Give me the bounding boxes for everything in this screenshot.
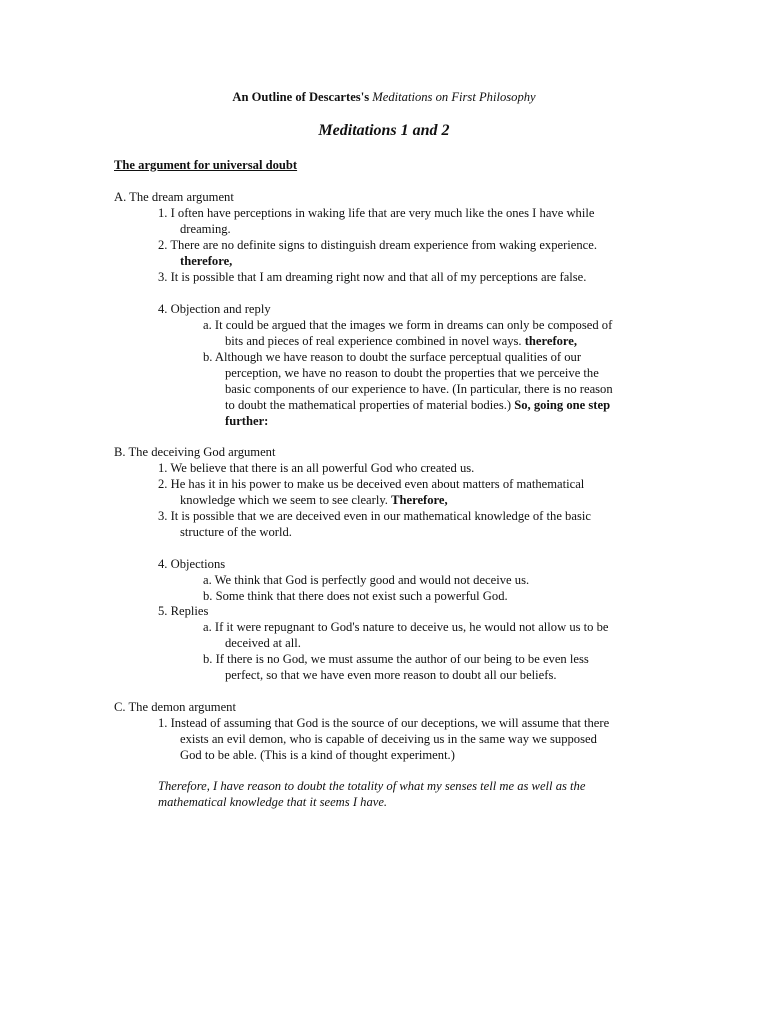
outline-line [158,557,225,573]
outline-line [180,254,232,270]
line-text: therefore, [180,254,233,268]
outline-line [203,573,529,589]
outline-line [180,525,292,541]
outline-line [158,270,586,286]
line-text: further: [225,414,269,428]
meditations-heading: Meditations 1 and 2 [318,122,450,139]
outline-line [225,382,613,398]
line-text: perception, we have no reason to doubt the properties that we perceive the [225,366,599,380]
outline-line [203,318,612,334]
outline-line [114,190,234,206]
line-text: a. If it were repugnant to God's nature to deceive us, he would not allow us to be [203,620,609,634]
outline-line [225,414,268,430]
outline-line [114,445,275,461]
outline-line [180,748,455,764]
outline-line [158,795,387,811]
outline-line [114,700,236,716]
outline-line [158,779,585,795]
outline-line [158,206,594,222]
outline-line [225,366,599,382]
outline-line [158,604,208,620]
line-text: b. Although we have reason to doubt the surface perceptual qualities of our [203,350,582,364]
outline-line [158,716,609,732]
outline-line [225,334,577,350]
line-text: 1. Instead of assuming that God is the source of our deceptions, we will assume that there [158,716,610,730]
line-text: b. If there is no God, we must assume the author of our being to be even less [203,652,589,666]
outline-line [225,398,610,414]
section-heading: The argument for universal doubt [114,158,298,172]
outline-line [180,222,231,238]
line-text: bits and pieces of real experience combined in novel ways. [225,334,525,348]
outline-line [158,238,597,254]
line-text: B. The deceiving God argument [114,445,276,459]
line-text: 2. There are no definite signs to distinguish dream experience from waking experience. [158,238,597,252]
title-work: Meditations on First Philosophy [372,90,536,104]
line-text: a. It could be argued that the images we form in dreams can only be composed of [203,318,613,332]
line-text: b. Some think that there does not exist such a powerful God. [203,589,508,603]
line-text: a. We think that God is perfectly good and would not deceive us. [203,573,530,587]
line-text: deceived at all. [225,636,301,650]
outline-line [203,620,609,636]
outline-line [158,302,271,318]
line-text: 3. It is possible that we are deceived even in our mathematical knowledge of the basic [158,509,591,523]
line-text: 5. Replies [158,604,209,618]
line-text: to doubt the mathematical properties of material bodies.) [225,398,515,412]
title-prefix: An Outline of Descartes's [232,90,370,104]
outline-line [203,350,581,366]
document-title [0,90,768,106]
line-text: C. The demon argument [114,700,236,714]
line-text: Therefore, I have reason to doubt the totality of what my senses tell me as well as the [158,779,586,793]
line-text: So, going one step [514,398,611,412]
line-text: 1. I often have perceptions in waking life that are very much like the ones I have while [158,206,595,220]
line-text: structure of the world. [180,525,292,539]
outline-line [158,477,584,493]
line-text: Therefore, [391,493,448,507]
line-text: mathematical knowledge that it seems I have. [158,795,388,809]
line-text: dreaming. [180,222,231,236]
line-text: 3. It is possible that I am dreaming right now and that all of my perceptions are false. [158,270,587,284]
outline-line [180,493,448,509]
line-text: exists an evil demon, who is capable of deceiving us in the same way we supposed [180,732,597,746]
line-text: A. The dream argument [114,190,234,204]
line-text: basic components of our experience to have. (In particular, there is no reason [225,382,613,396]
line-text: perfect, so that we have even more reason to doubt all our beliefs. [225,668,557,682]
outline-line [158,461,474,477]
line-text: God to be able. (This is a kind of thought experiment.) [180,748,455,762]
line-text: knowledge which we seem to see clearly. [180,493,392,507]
outline-line [180,732,597,748]
line-text: 2. He has it in his power to make us be deceived even about matters of mathematical [158,477,585,491]
line-text: 1. We believe that there is an all powerful God who created us. [158,461,475,475]
line-text: 4. Objection and reply [158,302,271,316]
outline-line [203,589,508,605]
line-text: 4. Objections [158,557,226,571]
outline-line [225,668,557,684]
outline-line [203,652,589,668]
line-text: therefore, [524,334,578,348]
outline-line [158,509,591,525]
outline-line [225,636,301,652]
